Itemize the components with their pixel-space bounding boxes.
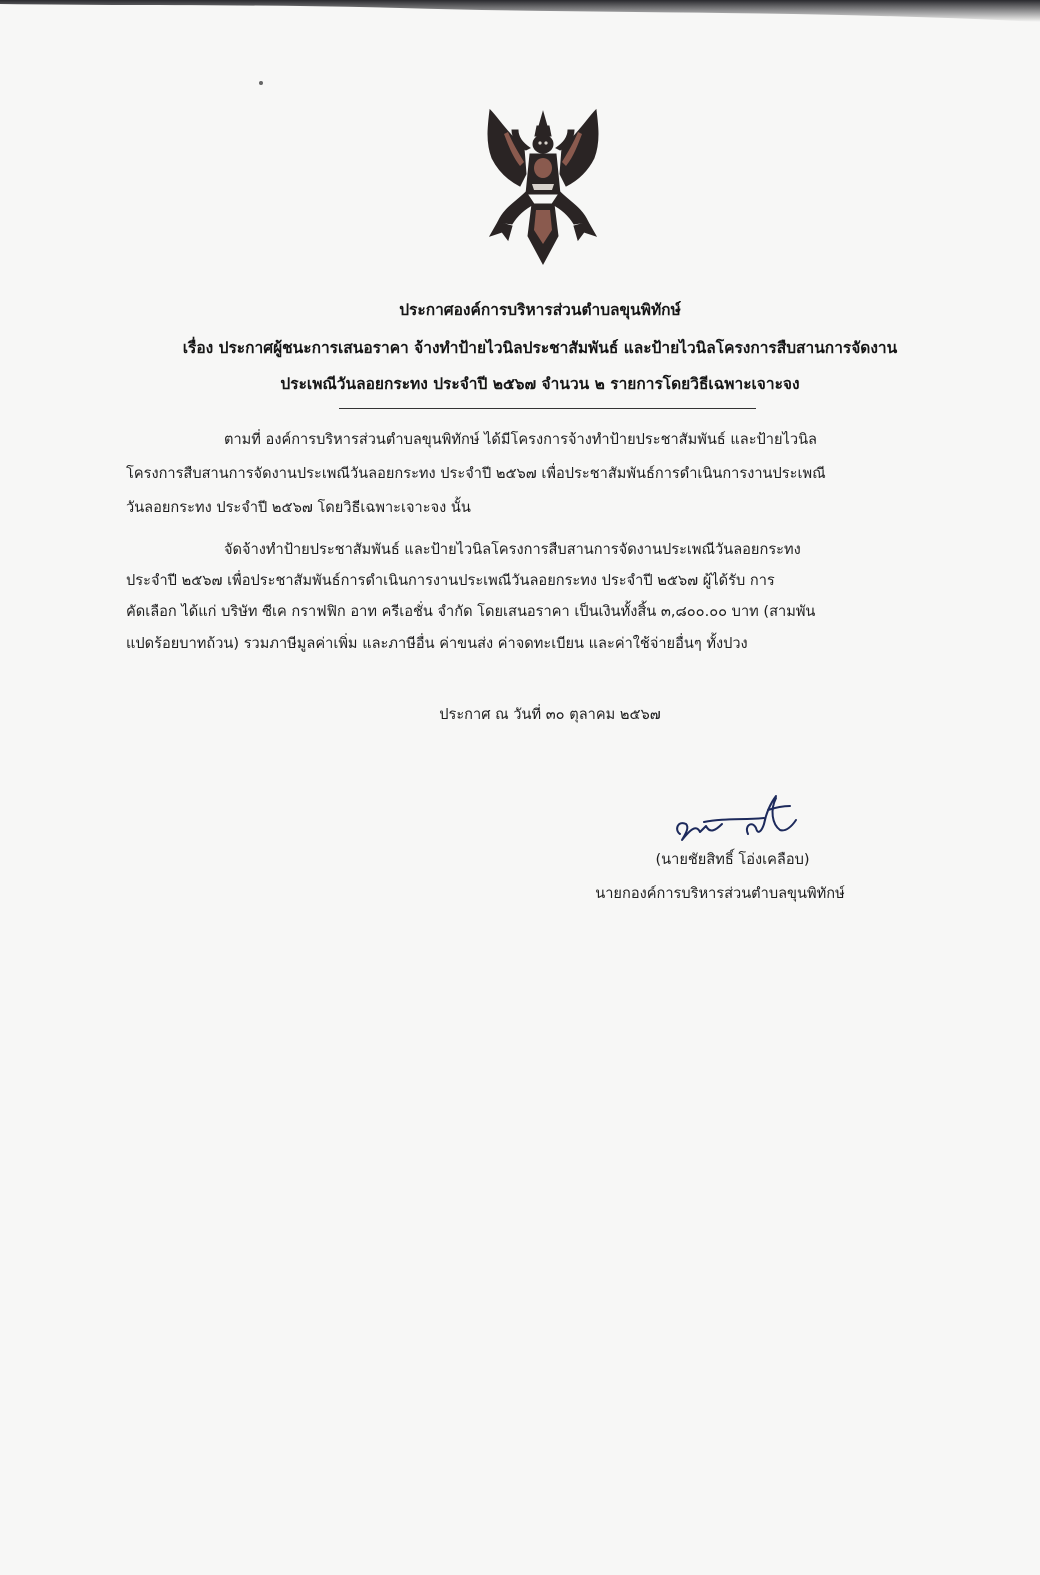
announcement-subject-continued: ประเพณีวันลอยกระทง ประจำปี ๒๕๖๗ จำนวน ๒ รายการโดยวิธีเฉพาะเจาะจง [280, 375, 800, 393]
paragraph1-line: วันลอยกระทง ประจำปี ๒๕๖๗ โดยวิธีเฉพาะเจาะจง นั้น [126, 499, 471, 516]
garuda-emblem [468, 104, 618, 272]
signatory-title: นายกองค์การบริหารส่วนตำบลขุนพิทักษ์ [595, 885, 845, 902]
announcement-date: ประกาศ ณ วันที่ ๓๐ ตุลาคม ๒๕๖๗ [439, 706, 661, 723]
header-divider [339, 408, 756, 409]
announcement-subject: เรื่อง ประกาศผู้ชนะการเสนอราคา จ้างทำป้ายไวนิลประชาสัมพันธ์ และป้ายไวนิลโครงการสืบสานการจัดงาน [182, 339, 898, 357]
paragraph2-line: แปดร้อยบาทถ้วน) รวมภาษีมูลค่าเพิ่ม และภาษีอื่น ค่าขนส่ง ค่าจดทะเบียน และค่าใช้จ่ายอื่นๆ ทั้งปวง [126, 635, 748, 652]
scan-top-edge [0, 0, 1040, 26]
paragraph1-line: ตามที่ องค์การบริหารส่วนตำบลขุนพิทักษ์ ได้มีโครงการจ้างทำป้ายประชาสัมพันธ์ และป้ายไวนิล [224, 431, 817, 448]
handwritten-signature [660, 790, 810, 846]
signatory-name: (นายชัยสิทธิ์ โอ่งเคลือบ) [655, 851, 810, 868]
paragraph2-line: จัดจ้างทำป้ายประชาสัมพันธ์ และป้ายไวนิลโครงการสืบสานการจัดงานประเพณีวันลอยกระทง [224, 541, 801, 558]
paragraph1-line: โครงการสืบสานการจัดงานประเพณีวันลอยกระทง ประจำปี ๒๕๖๗ เพื่อประชาสัมพันธ์การดำเนินการงานประเพณี [126, 465, 826, 482]
speck [259, 81, 263, 85]
announcement-title: ประกาศองค์การบริหารส่วนตำบลขุนพิทักษ์ [399, 301, 681, 319]
paragraph2-line: ประจำปี ๒๕๖๗ เพื่อประชาสัมพันธ์การดำเนินการงานประเพณีวันลอยกระทง ประจำปี ๒๕๖๗ ผู้ได้รับ การ [126, 572, 775, 589]
paragraph2-line: คัดเลือก ได้แก่ บริษัท ซีเค กราฟฟิก อาท ครีเอชั่น จำกัด โดยเสนอราคา เป็นเงินทั้งสิ้น ๓,๘๐๐.๐๐ บาท (สามพัน [126, 603, 816, 620]
